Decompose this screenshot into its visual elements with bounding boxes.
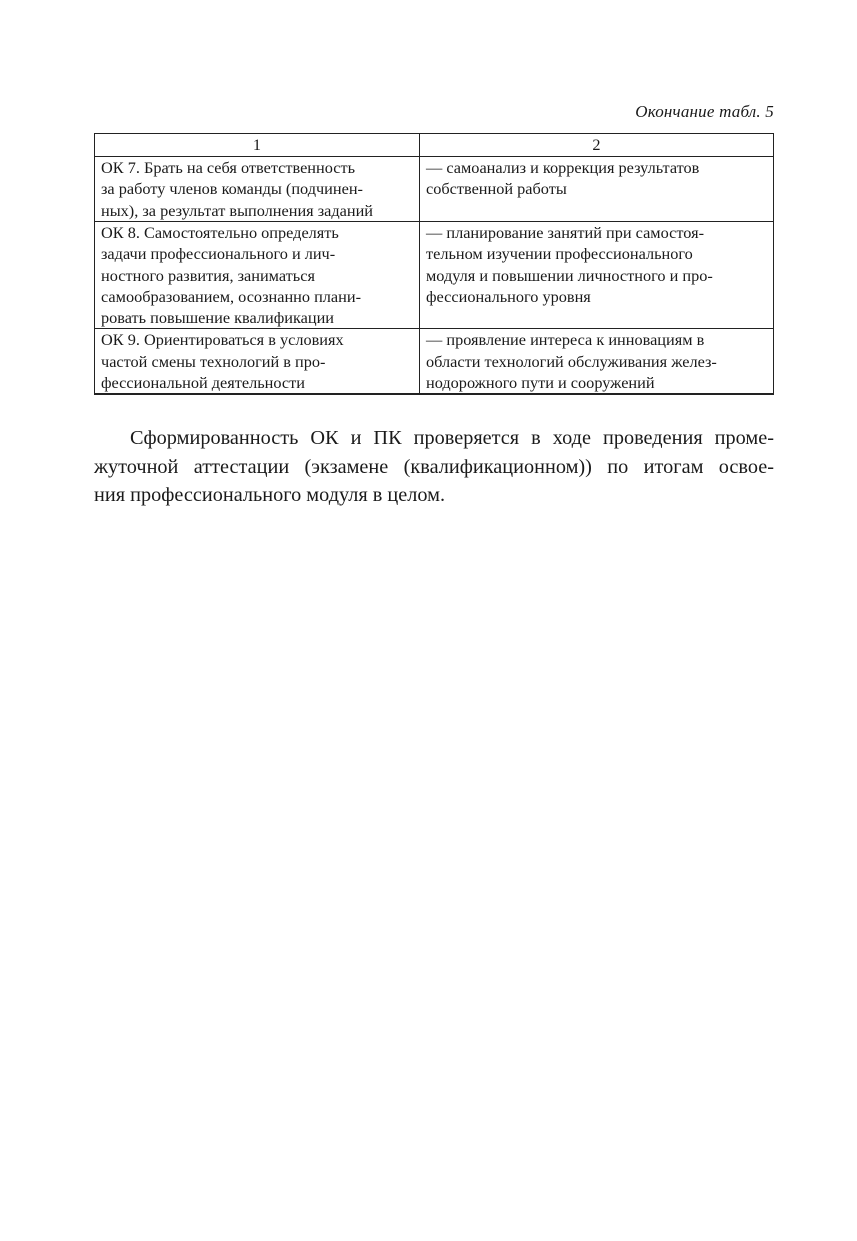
cell-line: — планирование занятий при самостоя- xyxy=(426,223,705,242)
competency-cell xyxy=(95,329,420,395)
cell-line: ностного развития, заниматься xyxy=(101,265,315,285)
competency-cell xyxy=(95,157,420,222)
indicator-cell xyxy=(420,222,774,329)
table-caption: Окончание табл. 5 xyxy=(635,102,774,121)
cell-line: за работу членов команды (подчинен- xyxy=(101,179,363,199)
cell-line: фессиональной деятельности xyxy=(101,373,305,393)
cell-line: частой смены технологий в про- xyxy=(101,351,326,371)
table-header-col-1: 1 xyxy=(95,134,420,157)
cell-line: модуля и повышении личностного и про- xyxy=(426,265,713,285)
cell-line: — проявление интереса к инновациям в xyxy=(426,330,705,350)
paragraph-line: жуточной аттестации (экзамене (квалификационном)) по итогам освое- xyxy=(94,455,774,478)
cell-line: ровать повышение квалификации xyxy=(101,308,335,328)
cell-line: ОК 9. Ориентироваться в условиях xyxy=(101,330,344,350)
cell-line: самообразованием, осознанно плани- xyxy=(101,286,361,306)
cell-line: собственной работы xyxy=(426,179,567,199)
cell-line: ных), за результат выполнения заданий xyxy=(101,200,374,220)
cell-line: области технологий обслуживания желез- xyxy=(426,351,717,371)
table-row xyxy=(95,157,774,222)
cell-line: ОК 8. Самостоятельно определять xyxy=(101,223,339,242)
table-header-row xyxy=(95,134,774,157)
competency-cell xyxy=(95,222,420,329)
indicator-cell xyxy=(420,157,774,222)
paragraph-line: Сформированность ОК и ПК проверяется в ходе проведения проме- xyxy=(130,427,774,449)
cell-line: — самоанализ и коррекция результатов xyxy=(426,158,700,177)
table-row xyxy=(95,329,774,395)
cell-line: задачи профессионального и лич- xyxy=(101,244,336,264)
competency-table xyxy=(94,133,774,395)
indicator-cell xyxy=(420,329,774,395)
cell-line: нодорожного пути и сооружений xyxy=(426,373,655,393)
table-row xyxy=(95,222,774,329)
cell-line: фессионального уровня xyxy=(426,286,591,306)
cell-line: ОК 7. Брать на себя ответственность xyxy=(101,158,356,177)
body-paragraph xyxy=(94,424,774,510)
paragraph-line: ния профессионального модуля в целом. xyxy=(94,484,446,506)
table-header-col-2: 2 xyxy=(420,134,774,157)
cell-line: тельном изучении профессионального xyxy=(426,244,693,264)
